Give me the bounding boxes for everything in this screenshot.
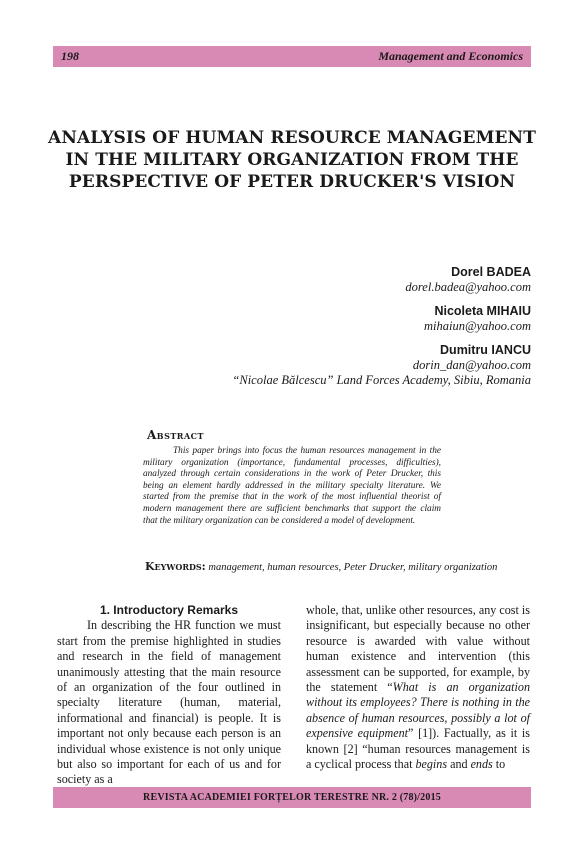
body-paragraph: In describing the HR function we must start from the premise highlighted in studies and research in the field of management unanimously attesting that the main resource of an organization of the four outlined in specialty literature (human, material, informational and financial) is people. It is important not only because each person is an individual whose existence is not only unique but also so important for each of us and for society as a	[57, 618, 281, 787]
author-name: Dorel BADEA	[451, 265, 531, 279]
paper-title: ANALYSIS OF HUMAN RESOURCE MANAGEMENT IN THE MILITARY ORGANIZATION FROM THE PERSPECTIVE OF PETER DRUCKER'S VISION	[48, 128, 536, 192]
author-email: dorin_dan@yahoo.com	[412, 358, 531, 372]
author-name: Dumitru IANCU	[440, 343, 531, 357]
author-name: Nicoleta MIHAIU	[434, 304, 531, 318]
quoted-statement: What is an organization without its employees? There is nothing in the absence of human resources, possibly a lot of expensive equipment	[306, 680, 530, 741]
body-column-left	[57, 603, 281, 788]
running-footer: REVISTA ACADEMIEI FORȚELOR TERESTRE NR. 2 (78)/2015	[53, 787, 531, 808]
abstract-text: This paper brings into focus the human resources management in the military organization (importance, fundamental processes, difficulties), analyzed through certain considerations in the work of Peter Drucker, this being an element hardly addressed in the military specialty literature. We started from the premise that in the work of the most influential theorist of modern management there are sufficient benchmarks that support the claim that the military organization can be considered a model of development.	[143, 446, 441, 526]
author-affiliation: “Nicolae Bălcescu” Land Forces Academy, Sibiu, Romania	[232, 373, 531, 387]
section-heading: 1. Introductory Remarks	[99, 603, 239, 617]
abstract-heading: Abstract	[147, 428, 204, 442]
body-paragraph: whole, that, unlike other resources, any cost is insignificant, but especially because no other resource is awarded with value without human existence and intervention (this assessment can be supported, for example, by the statement “What is an organization without its employees? There is nothing in the absence of human resources, possibly a lot of expensive equipment” [1]). Factually, as it is known [2] “human resources management is a cyclical process that begins and ends to	[306, 603, 530, 772]
author-email: mihaiun@yahoo.com	[424, 319, 531, 333]
running-header	[53, 46, 531, 67]
keywords-label: Keywords:	[145, 560, 206, 573]
page-number: 198	[61, 49, 79, 63]
author-email: dorel.badea@yahoo.com	[405, 280, 531, 294]
body-column-right	[306, 603, 530, 772]
keywords-line	[145, 560, 535, 573]
author-block	[131, 264, 531, 388]
keywords-text: management, human resources, Peter Drucker, military organization	[205, 562, 498, 573]
journal-section: Management and Economics	[378, 49, 523, 63]
